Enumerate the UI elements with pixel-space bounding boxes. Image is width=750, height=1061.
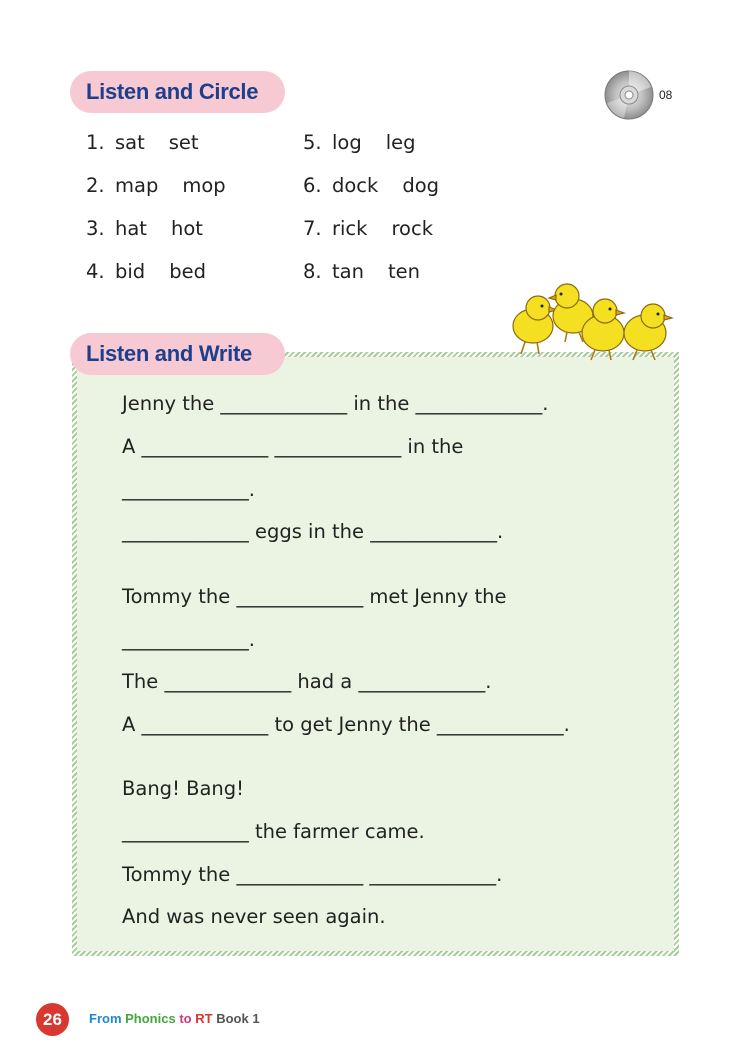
item-number: 1. <box>86 131 105 154</box>
item-number: 8. <box>303 260 322 283</box>
footer-book: Book 1 <box>216 1011 260 1026</box>
write-line: _____________. <box>122 628 255 651</box>
word-option[interactable]: sat <box>115 131 145 154</box>
word-option[interactable]: hot <box>170 217 203 240</box>
word-option[interactable]: bid <box>115 260 146 283</box>
footer-to: to <box>179 1011 192 1026</box>
footer-phonics: Phonics <box>125 1011 176 1026</box>
word-option[interactable]: bed <box>169 260 206 283</box>
word-option[interactable]: tan <box>332 260 364 283</box>
circle-item <box>303 260 420 283</box>
write-line: Tommy the _____________ _____________. <box>122 863 503 886</box>
item-number: 5. <box>303 131 322 154</box>
section-title-listen-and-write: Listen and Write <box>70 333 285 375</box>
chicks-illustration <box>505 278 680 363</box>
word-option[interactable]: leg <box>385 131 416 154</box>
item-number: 2. <box>86 174 105 197</box>
word-option[interactable]: dock <box>332 174 379 197</box>
cd-disc-icon[interactable] <box>604 70 654 120</box>
item-number: 4. <box>86 260 105 283</box>
word-option[interactable]: log <box>332 131 362 154</box>
section-title-listen-and-circle: Listen and Circle <box>70 71 285 113</box>
item-number: 6. <box>303 174 322 197</box>
word-option[interactable]: hat <box>115 217 147 240</box>
footer-rt: RT <box>195 1011 213 1026</box>
circle-item <box>86 217 203 240</box>
circle-item <box>303 174 439 197</box>
circle-item <box>86 131 199 154</box>
item-number: 3. <box>86 217 105 240</box>
word-option[interactable]: map <box>115 174 159 197</box>
write-line: The _____________ had a _____________. <box>122 670 492 693</box>
write-line: A _____________ to get Jenny the _____________. <box>122 713 570 736</box>
write-line: A _____________ _____________ in the <box>122 435 464 458</box>
word-option[interactable]: dog <box>402 174 440 197</box>
write-line: Bang! Bang! <box>122 777 244 800</box>
write-line: _____________. <box>122 478 255 501</box>
track-number: 08 <box>659 88 673 102</box>
write-line: _____________ eggs in the _____________. <box>122 520 504 543</box>
item-number: 7. <box>303 217 322 240</box>
word-option[interactable]: mop <box>182 174 226 197</box>
circle-item <box>86 260 206 283</box>
page-number: 26 <box>36 1003 69 1036</box>
circle-item <box>303 131 416 154</box>
write-line: Jenny the _____________ in the _____________. <box>122 392 549 415</box>
word-option[interactable]: ten <box>387 260 420 283</box>
footer-book-title <box>89 1011 260 1026</box>
circle-item <box>86 174 226 197</box>
write-line: And was never seen again. <box>122 905 386 928</box>
footer-from: From <box>89 1011 122 1026</box>
word-option[interactable]: rick <box>332 217 368 240</box>
word-option[interactable]: rock <box>391 217 433 240</box>
write-line: _____________ the farmer came. <box>122 820 425 843</box>
circle-item <box>303 217 433 240</box>
write-line: Tommy the _____________ met Jenny the <box>122 585 507 608</box>
word-option[interactable]: set <box>168 131 199 154</box>
